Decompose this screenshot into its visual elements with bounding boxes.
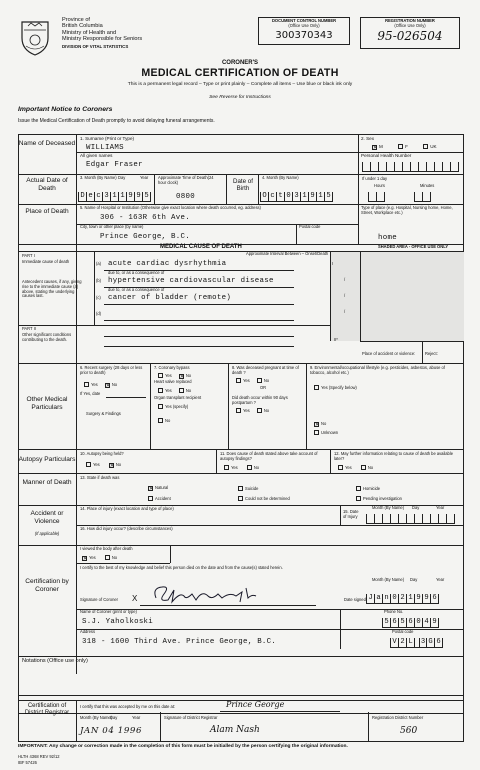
date-signed-label: Date signed (344, 597, 366, 602)
reject-label: Reject: (425, 351, 438, 356)
birth-date-char: 1 (317, 192, 325, 201)
name-section-label: Name of Deceased (18, 140, 76, 147)
date-signed-char: n (383, 594, 391, 603)
phone-boxes (382, 618, 439, 628)
certify-text: I certify to the best of my knowledge and belief this person died on the date and from the cause(s) stated herein. (80, 565, 283, 570)
address-value: 318 - 1600 Third Ave. Prince George, B.C. (82, 638, 277, 646)
cause-c-value: cancer of bladder (remote) (108, 294, 232, 302)
manner-accident-label: Accident (155, 496, 171, 501)
date-signed-char: 9 (423, 594, 431, 603)
registrar-day-label: Day (110, 715, 118, 720)
due-to-label: due to, or as a consequence of (108, 287, 165, 292)
q9-no-checkbox[interactable] (314, 422, 319, 427)
ministry-line: Province of (62, 17, 90, 23)
place-type-label: Type of place (e.g. Hospital, Nursing home, Home, Street, Workplace etc.) (361, 205, 453, 215)
minutes-label: Minutes (420, 183, 435, 188)
date-signed-boxes (366, 594, 439, 604)
viewed-no-label: No (111, 555, 118, 560)
q7-yes-checkbox[interactable] (158, 373, 163, 378)
see-reverse-note: See Reverse for Instructions (209, 95, 271, 100)
registrar-signature-label: Signature of District Registrar (164, 715, 218, 720)
phone-char: 6 (407, 618, 415, 627)
reg-number-sub: (Office Use Only) (394, 22, 426, 28)
manner-natural-label: Natural (155, 485, 169, 490)
accident-sub-label: (If applicable) (34, 531, 60, 536)
hours-label: Hours (374, 183, 385, 188)
manner-undetermined-option (238, 496, 290, 502)
q15-month-label: Month (By Name) (372, 505, 405, 510)
heart-valve-label: Heart valve replaced (154, 379, 192, 384)
city-label: City, town or other place (by name) (80, 224, 144, 229)
manner-pending-label: Pending investigation (363, 496, 402, 501)
q8b-options (236, 408, 269, 414)
sex-female-checkbox[interactable] (398, 144, 403, 149)
manner-section-label: Manner of Death (22, 479, 72, 486)
injury-date-boxes (366, 514, 455, 524)
manner-homicide-checkbox[interactable] (356, 486, 361, 491)
heart-valve-options (158, 388, 191, 394)
valve-no-label: No (185, 388, 192, 393)
office-marker-slash: / (344, 309, 346, 314)
q8b-no-checkbox[interactable] (257, 408, 262, 413)
ministry-line: Ministry of Health and (62, 29, 117, 36)
part1-label: PART I (22, 253, 35, 258)
registrar-year-label: Year (132, 715, 141, 720)
birth-date-char: 0 (285, 192, 293, 201)
sex-unknown-label: UK (430, 144, 437, 149)
q12-yes-checkbox[interactable] (338, 465, 343, 470)
footer-important: IMPORTANT: Any change or correction made in the completion of this form must be initialled by the person certifying the original information. (18, 744, 348, 749)
manner-accident-option (148, 496, 171, 502)
q9-yes-checkbox[interactable] (314, 385, 319, 390)
birth-date-char: 1 (301, 192, 309, 201)
sex-female-label: F (405, 144, 408, 149)
q6-yes-label: Yes (91, 382, 98, 387)
death-date-char: D (79, 192, 87, 201)
surname-value: WILLIAMS (86, 144, 124, 152)
date-signed-year-label: Year (436, 577, 445, 582)
notice-text: Issue the Medical Certification of Death promptly to avoid delaying funeral arrangements. (18, 118, 215, 124)
ministry-line: British Columbia (62, 23, 103, 30)
valve-no-checkbox[interactable] (179, 388, 184, 393)
death-date-boxes (78, 192, 151, 202)
q11-label: 11. Does cause of death stated above take account of autopsy findings? (220, 451, 318, 461)
death-date-char: e (87, 192, 95, 201)
accident-place-label: Place of accident or violence: (362, 351, 416, 356)
q8-no-checkbox[interactable] (257, 378, 262, 383)
manner-natural-option (148, 486, 168, 491)
interval-label: Approximate Interval Between – Onset/Death (246, 251, 329, 256)
death-date-char: 1 (111, 192, 119, 201)
district-number-value: 560 (400, 726, 418, 736)
hospital-label: 5. Name of Hospital or Institution (Otherwise give exact location where death occurred, eg. address) (80, 205, 261, 210)
q10-no-checkbox[interactable] (109, 463, 114, 468)
registrar-accepted-text: I certify that this was accepted by me on this date at: (80, 704, 176, 709)
surname-label: 1. Surname (Print or Type) (80, 136, 135, 141)
q10-yes-label: Yes (93, 462, 100, 467)
q9-yes-label: Yes (Specify below) (321, 385, 357, 390)
coroner-signature-label: Signature of Coroner (80, 597, 119, 602)
registration-number-box (360, 17, 460, 49)
phn-label: Personal Health Number (361, 153, 412, 158)
q11-yes-checkbox[interactable] (224, 465, 229, 470)
form-code-1: HLTH 4368 REV 92/12 (18, 754, 60, 759)
immediate-cause-label: Immediate cause of death (22, 259, 70, 264)
registrar-place-value: Prince George (226, 700, 285, 709)
hospital-value: 306 - 163R 6th Ave. (100, 214, 190, 222)
q8-yes-checkbox[interactable] (236, 378, 241, 383)
office-marker-slash: / (344, 277, 346, 282)
death-time-label: Approximate Time of Death(24 hour clock) (158, 175, 214, 185)
postal-char: V (391, 638, 399, 647)
q7-yes-label: Yes (165, 373, 172, 378)
given-names-label: All given names (80, 153, 113, 158)
q12-yes-label: Yes (345, 465, 352, 470)
postal-char: 3 (420, 638, 426, 646)
valve-yes-label: Yes (165, 388, 172, 393)
q9-unknown-checkbox[interactable] (314, 430, 319, 435)
coroner-postal-label: Postal code (392, 629, 414, 634)
manner-pending-option (356, 496, 402, 502)
part2-text: Other significant conditions contributing to the death. (22, 332, 72, 342)
manner-suicide-label: Suicide (245, 486, 259, 491)
phone-char: 5 (383, 618, 391, 627)
place-postal-label: Postal code (299, 224, 321, 229)
death-date-char: c (95, 192, 103, 201)
date-signed-char: J (367, 594, 375, 603)
bc-crest-logo (18, 18, 52, 56)
city-value: Prince George, B.C. (100, 233, 190, 241)
postal-char: G (427, 638, 435, 647)
q15-day-label: Day (412, 505, 420, 510)
office-marker-ii: II* (334, 337, 338, 342)
q13-label: 13. State if death was (80, 475, 120, 480)
q8-no-label: No (263, 378, 270, 383)
certification-section-label: Certification by Coroner (25, 578, 69, 593)
q10-yes-checkbox[interactable] (86, 462, 91, 467)
notations-label: Notations (Office use only) (22, 658, 88, 664)
division-label: DIVISION OF VITAL STATISTICS (62, 43, 129, 49)
document-control-box (258, 17, 350, 45)
birth-date-section-label: Date of Birth (233, 178, 253, 192)
shaded-area-label: SHADED AREA - OFFICE USE ONLY (378, 244, 449, 249)
q9-no-label: No (321, 421, 327, 426)
coroner-postal-boxes (390, 638, 443, 648)
date-signed-day-label: Day (410, 577, 418, 582)
death-year-label: Year (140, 175, 149, 180)
address-label: Address (80, 629, 96, 634)
minutes-boxes (414, 192, 431, 202)
reg-number-label: REGISTRATION NUMBER (385, 18, 435, 23)
viewed-body-label: I viewed the body after death (80, 546, 133, 551)
q9-unknown-option (314, 430, 338, 436)
death-date-char: 9 (127, 192, 135, 201)
manner-pending-checkbox[interactable] (356, 496, 361, 501)
q15-label: 15. Date of Injury (343, 509, 359, 519)
postal-char: 2 (399, 638, 407, 647)
viewed-no-checkbox[interactable] (105, 555, 110, 560)
phn-boxes (362, 162, 459, 172)
q8b-yes-checkbox[interactable] (236, 408, 241, 413)
doc-control-sub: (Office Use Only) (288, 22, 320, 28)
viewed-yes-checkbox[interactable] (82, 556, 87, 561)
q9-yes-option (314, 385, 357, 391)
valve-yes-checkbox[interactable] (158, 388, 163, 393)
date-signed-month-label: Month (By Name) (372, 577, 405, 582)
sex-label: 2. Sex (361, 136, 375, 141)
death-date-section-label: Actual Date of Death (26, 177, 68, 192)
date-signed-char: 1 (407, 594, 415, 603)
manner-suicide-checkbox[interactable] (238, 486, 243, 491)
accident-section-label: Accident or Violence (30, 510, 64, 525)
q9-label: 9. Environmental/occupational lifestyle (e.g. pesticides, asbestos, abuse of tobacco, alcohol etc.) (310, 365, 445, 375)
manner-natural-checkbox[interactable] (148, 486, 153, 491)
transplant-no-checkbox[interactable] (158, 418, 163, 423)
antecedent-label: Antecedent causes, if any, giving rise to the immediate cause (a) above, stating the underlying causes last. (22, 279, 82, 299)
q12-label: 12. May further information relating to cause of death be available later? (334, 451, 454, 461)
manner-undetermined-checkbox[interactable] (238, 496, 243, 501)
birth-date-char: 3 (293, 192, 301, 201)
page-subtitle: This is a permanent legal record – Type or print plainly – Complete all items – Use blue or black ink only (127, 82, 353, 87)
q6-no-label: No (111, 382, 118, 387)
death-time-value: 0800 (176, 193, 195, 201)
q16-label: 16. How did injury occur? (describe circumstances) (80, 526, 173, 531)
manner-accident-checkbox[interactable] (148, 496, 153, 501)
q14-label: 14. Place of injury (exact location and type of place) (80, 506, 174, 511)
form-code-2: IBF 57426 (18, 760, 37, 765)
phone-char: 9 (431, 618, 439, 627)
q6-date-label: If Yes, date (80, 391, 101, 396)
coroner-name-value: S.J. Yaholkoski (82, 618, 154, 626)
district-number-label: Registration District Number (372, 715, 424, 720)
q10-label: 10. Autopsy being held? (80, 451, 124, 456)
q10-no-label: No (115, 462, 122, 467)
q8-or-label: OR (260, 385, 267, 390)
q9-no-option (314, 422, 326, 427)
phone-label: Phone No. (384, 609, 404, 614)
phone-char: 6 (391, 618, 399, 627)
ministry-block (62, 17, 192, 50)
q7-no-label: No (185, 373, 192, 378)
death-date-char: 3 (103, 192, 111, 201)
date-signed-char: a (375, 594, 383, 603)
q12-no-checkbox[interactable] (361, 465, 366, 470)
cause-heading: MEDICAL CAUSE OF DEATH (160, 244, 242, 250)
coroner-name-label: Name of Coroner (print or type) (80, 609, 137, 614)
birth-date-char: 5 (325, 192, 333, 201)
office-marker-slash: / (344, 293, 346, 298)
reg-number: 95-026504 (377, 28, 443, 43)
transplant-yes-label: Yes (specify) (165, 404, 189, 409)
organ-transplant-label: Organ transplant recipient (154, 395, 202, 400)
notice-title: Important Notice to Coroners (18, 106, 113, 113)
birth-date-boxes (260, 192, 333, 202)
manner-homicide-label: Homicide (363, 486, 381, 491)
death-date-char: 9 (135, 192, 143, 201)
sex-unknown-checkbox[interactable] (423, 144, 428, 149)
given-names-value: Edgar Fraser (86, 161, 143, 169)
under-one-day-label: If under 1 day (362, 176, 388, 181)
q8-yes-label: Yes (243, 378, 250, 383)
cause-d-marker: (d) (96, 311, 102, 316)
place-type-value: home (378, 234, 397, 242)
date-signed-char: 6 (431, 594, 439, 603)
q8-label: 8. Was deceased pregnant at time of death ? (232, 365, 299, 375)
phone-char: 0 (415, 618, 423, 627)
cause-a-marker: (a) (96, 261, 102, 266)
manner-undetermined-label: Could not be determined (245, 496, 290, 501)
registrar-month-label: Month (By Name) (80, 715, 113, 720)
manner-homicide-option (356, 486, 380, 492)
death-day-label: Day (118, 175, 126, 180)
q12-options (338, 465, 373, 471)
due-to-label: due to, or as a consequence of (108, 270, 165, 275)
q8b-no-label: No (263, 408, 270, 413)
cause-a-value: acute cardiac dysrhythmia (108, 260, 227, 268)
doc-control-number: 300370343 (275, 29, 333, 41)
autopsy-section-label: Autopsy Particulars (18, 456, 76, 463)
q8b-yes-label: Yes (243, 408, 250, 413)
viewed-yes-label: Yes (89, 555, 96, 560)
hours-boxes (368, 192, 385, 202)
registrar-date-value: JAN 04 1996 (80, 726, 143, 736)
sex-male-label: M (379, 144, 383, 149)
registrar-signature: Alam Nash (210, 725, 260, 735)
date-signed-char: 2 (399, 594, 407, 603)
q11-options (224, 465, 259, 471)
part2-label: PART II (22, 326, 36, 331)
sex-male-checkbox[interactable] (372, 145, 377, 150)
q11-no-checkbox[interactable] (247, 465, 252, 470)
cause-b-value: hypertensive cardiovascular disease (108, 277, 274, 285)
date-signed-char: 0 (391, 594, 399, 603)
office-use-shaded-column (330, 251, 464, 341)
office-marker-a: I (332, 261, 334, 266)
doc-control-label: DOCUMENT CONTROL NUMBER (271, 18, 337, 23)
q6-label: 6. Recent surgery (28 days or less prior to death) (80, 365, 143, 375)
q6-options (84, 382, 117, 388)
death-date-char: 5 (143, 192, 151, 201)
death-month-label: 3. Month (By Name) (80, 175, 117, 180)
place-section-label: Place of Death (25, 208, 69, 215)
ministry-line: Ministry Responsible for Seniors (62, 36, 143, 43)
page-title: MEDICAL CERTIFICATION OF DEATH (141, 67, 339, 79)
q8b-label: Did death occur within 90 days postpartum ? (232, 395, 288, 405)
transplant-no-label: No (165, 418, 171, 423)
postal-char: 6 (435, 638, 443, 647)
q11-yes-label: Yes (231, 465, 238, 470)
postal-char: L (407, 638, 415, 647)
q12-no-label: No (367, 465, 374, 470)
transplant-no-option (158, 418, 170, 424)
coroner-signature-image (150, 584, 280, 606)
q8-options (236, 378, 269, 384)
cause-c-marker: (c) (96, 295, 101, 300)
sex-options (372, 144, 437, 150)
birth-date-char: c (269, 192, 277, 201)
phone-char: 5 (399, 618, 407, 627)
cause-b-marker: (b) (96, 278, 102, 283)
death-date-char: 1 (119, 192, 127, 201)
birth-date-char: t (277, 192, 285, 201)
birth-month-label: 4. Month (By Name) (262, 175, 299, 180)
q6-no-checkbox[interactable] (105, 383, 110, 388)
organ-transplant-options (158, 404, 188, 410)
q9-unknown-label: Unknown (321, 430, 339, 435)
signature-x-mark: X (132, 594, 138, 603)
particulars-section-label: Other Medical Particulars (26, 396, 68, 411)
surgery-findings-label: Surgery & Findings (86, 411, 121, 416)
birth-date-char: 9 (309, 192, 317, 201)
date-signed-char: 9 (415, 594, 423, 603)
q7-label: 7. Coronary bypass (154, 365, 190, 370)
phone-char: 4 (423, 618, 431, 627)
coroners-label: CORONER'S (221, 60, 259, 66)
q6-yes-checkbox[interactable] (84, 382, 89, 387)
registrar-section-label: Certification of District Registrar (24, 703, 70, 716)
q15-year-label: Year (436, 505, 445, 510)
transplant-yes-checkbox[interactable] (158, 404, 163, 409)
manner-suicide-option (238, 486, 258, 492)
viewed-body-options (82, 555, 117, 561)
q10-options (86, 462, 121, 468)
birth-date-char: O (261, 192, 269, 201)
q11-no-label: No (253, 465, 260, 470)
